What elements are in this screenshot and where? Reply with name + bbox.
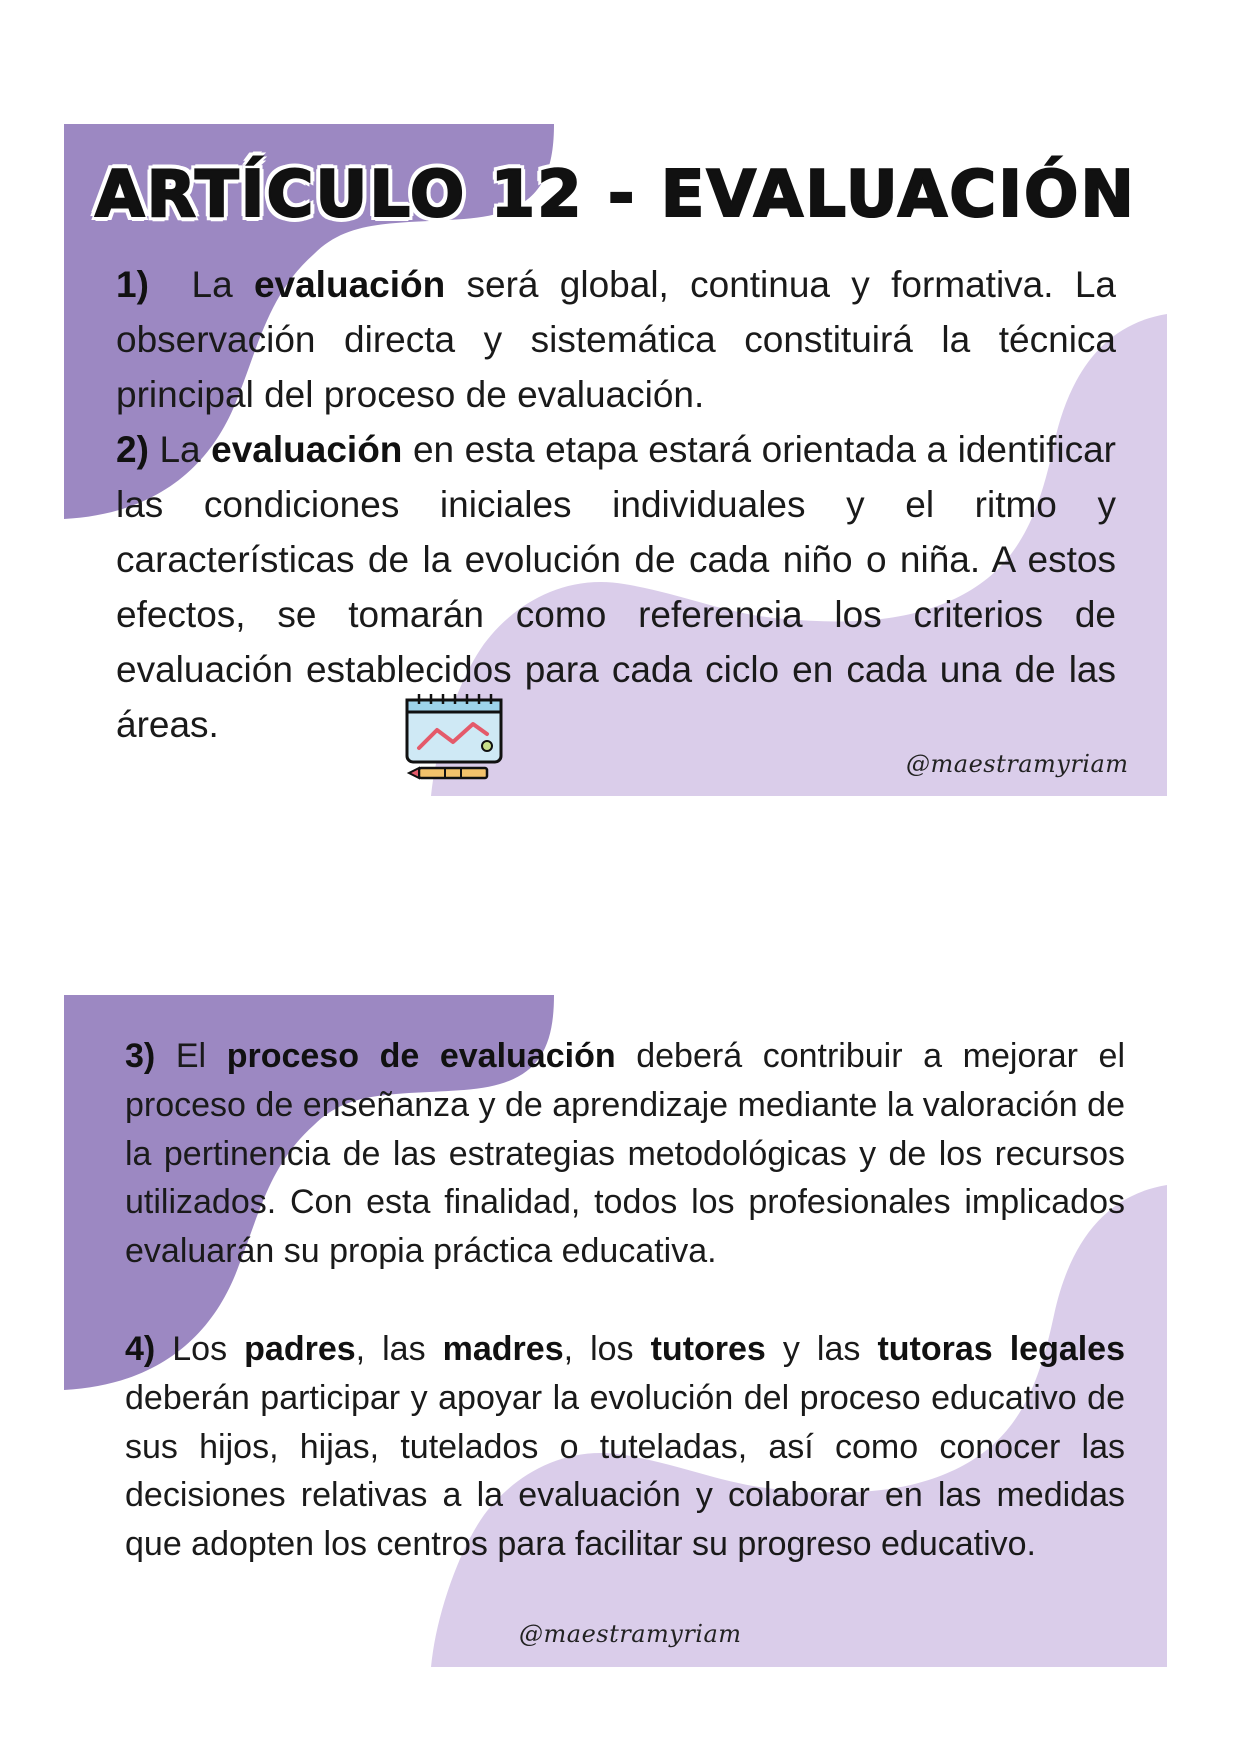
keyword-tutoras-legales: tutoras legales	[877, 1330, 1126, 1368]
item-number: 2)	[116, 429, 149, 470]
item-number: 4)	[125, 1330, 156, 1368]
paragraph-1: 1) La evaluación será global, continua y formativa. La observación directa y sistemática constituirá la técnica principal del proceso de evaluación.	[116, 264, 1116, 415]
keyword-evaluacion: evaluación	[211, 429, 403, 470]
paragraph-2: 2) La evaluación en esta etapa estará orientada a identificar las condiciones iniciales individuales y el ritmo y características de la evolución de cada niño o niña. A estos efectos, se tomarán como referencia los criterios de evaluación establecidos para cada ciclo en cada una de las áreas.	[116, 429, 1116, 745]
page-title: ARTÍCULO 12 - EVALUACIÓN	[95, 158, 1136, 232]
keyword-proceso-evaluacion: proceso de evaluación	[226, 1037, 616, 1075]
item-number: 1)	[116, 264, 149, 305]
keyword-madres: madres	[442, 1330, 564, 1368]
chart-board-icon	[401, 690, 505, 782]
item-number: 3)	[125, 1037, 156, 1075]
paragraph-3: 3) El proceso de evaluación deberá contribuir a mejorar el proceso de enseñanza y de aprendizaje mediante la valoración de la pertinencia de las estrategias metodológicas y de los recursos utilizados. Con esta finalidad, todos los profesionales implicados evaluarán su propia práctica educativa.	[125, 1037, 1126, 1271]
author-watermark: @maestramyriam	[519, 1620, 742, 1648]
keyword-padres: padres	[244, 1330, 356, 1368]
paragraph-4: 4) Los padres, las madres, los tutores y las tutoras legales deberán participar y apoyar la evolución del proceso educativo de sus hijos, hijas, tutelados o tuteladas, así como conocer las decisiones relativas a la evaluación y colaborar en las medidas que adopten los centros para facilitar su progreso educativo.	[125, 1330, 1126, 1564]
keyword-evaluacion: evaluación	[253, 264, 446, 305]
article-card-2	[64, 995, 1167, 1667]
keyword-tutores: tutores	[650, 1330, 766, 1368]
author-watermark: @maestramyriam	[906, 750, 1129, 778]
article-card-1	[64, 124, 1167, 796]
